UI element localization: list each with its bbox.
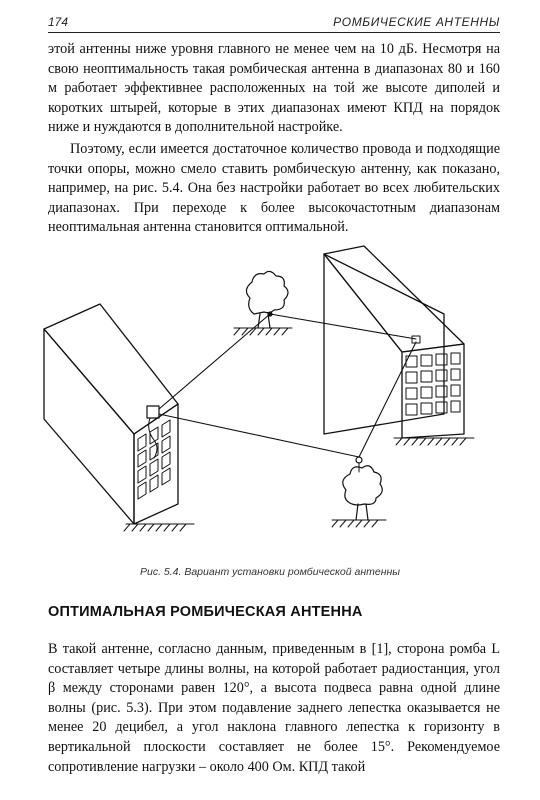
left-building: [44, 304, 194, 531]
paragraph-optimal-antenna: В такой антенне, согласно данным, приведенным в [1], сторона ромба L составляет четыре длины волны, на которой работает радиостанция, угол β между сторонами равен 120°, а высота подвеса равна одной длине волны (рис. 5.3). При этом подавление заднего лепестка оказывается не менее 20 децибел, а угол наклона главного лепестка к горизонту в вертикальной плоскости составляет не более 15°. Рекомендуемое сопротивление нагрузки – около 400 Ом. КПД такой: [48, 641, 500, 775]
tree-lower: [332, 457, 386, 527]
section-heading: ОПТИМАЛЬНАЯ РОМБИЧЕСКАЯ АНТЕННА: [48, 604, 363, 620]
right-building: [324, 246, 474, 445]
running-header: [48, 12, 500, 33]
figure-rhombic-antenna: [34, 234, 510, 564]
tree-upper: [234, 271, 292, 335]
figure-caption: Рис. 5.4. Вариант установки ромбической антенны: [139, 566, 400, 578]
antenna-wires: [159, 314, 416, 457]
page-number: 174: [48, 15, 69, 29]
antenna-installation-drawing: [34, 234, 510, 564]
paragraph-continued: этой антенны ниже уровня главного не менее чем на 10 дБ. Несмотря на свою неоптимальность такая ромбическая антенна в диапазонах 80 и 160 м работает эффективнее расположенных на той же высоте диполей и коротких штырей, которые в этих диапазонах имеют КПД на порядок ниже и нуждаются в дополнительной настройке.: [48, 41, 500, 136]
running-title: РОМБИЧЕСКИЕ АНТЕННЫ: [333, 15, 500, 29]
paragraph-installation: Поэтому, если имеется достаточное количество провода и подходящие точки опоры, можно смело ставить ромбическую антенну, как показано, например, на рис. 5.4. Она без настройки работает во всех любительских диапазонах. При переходе к более высокочастотным диапазонам неоптимальная антенна становится оптимальной.: [48, 141, 500, 236]
